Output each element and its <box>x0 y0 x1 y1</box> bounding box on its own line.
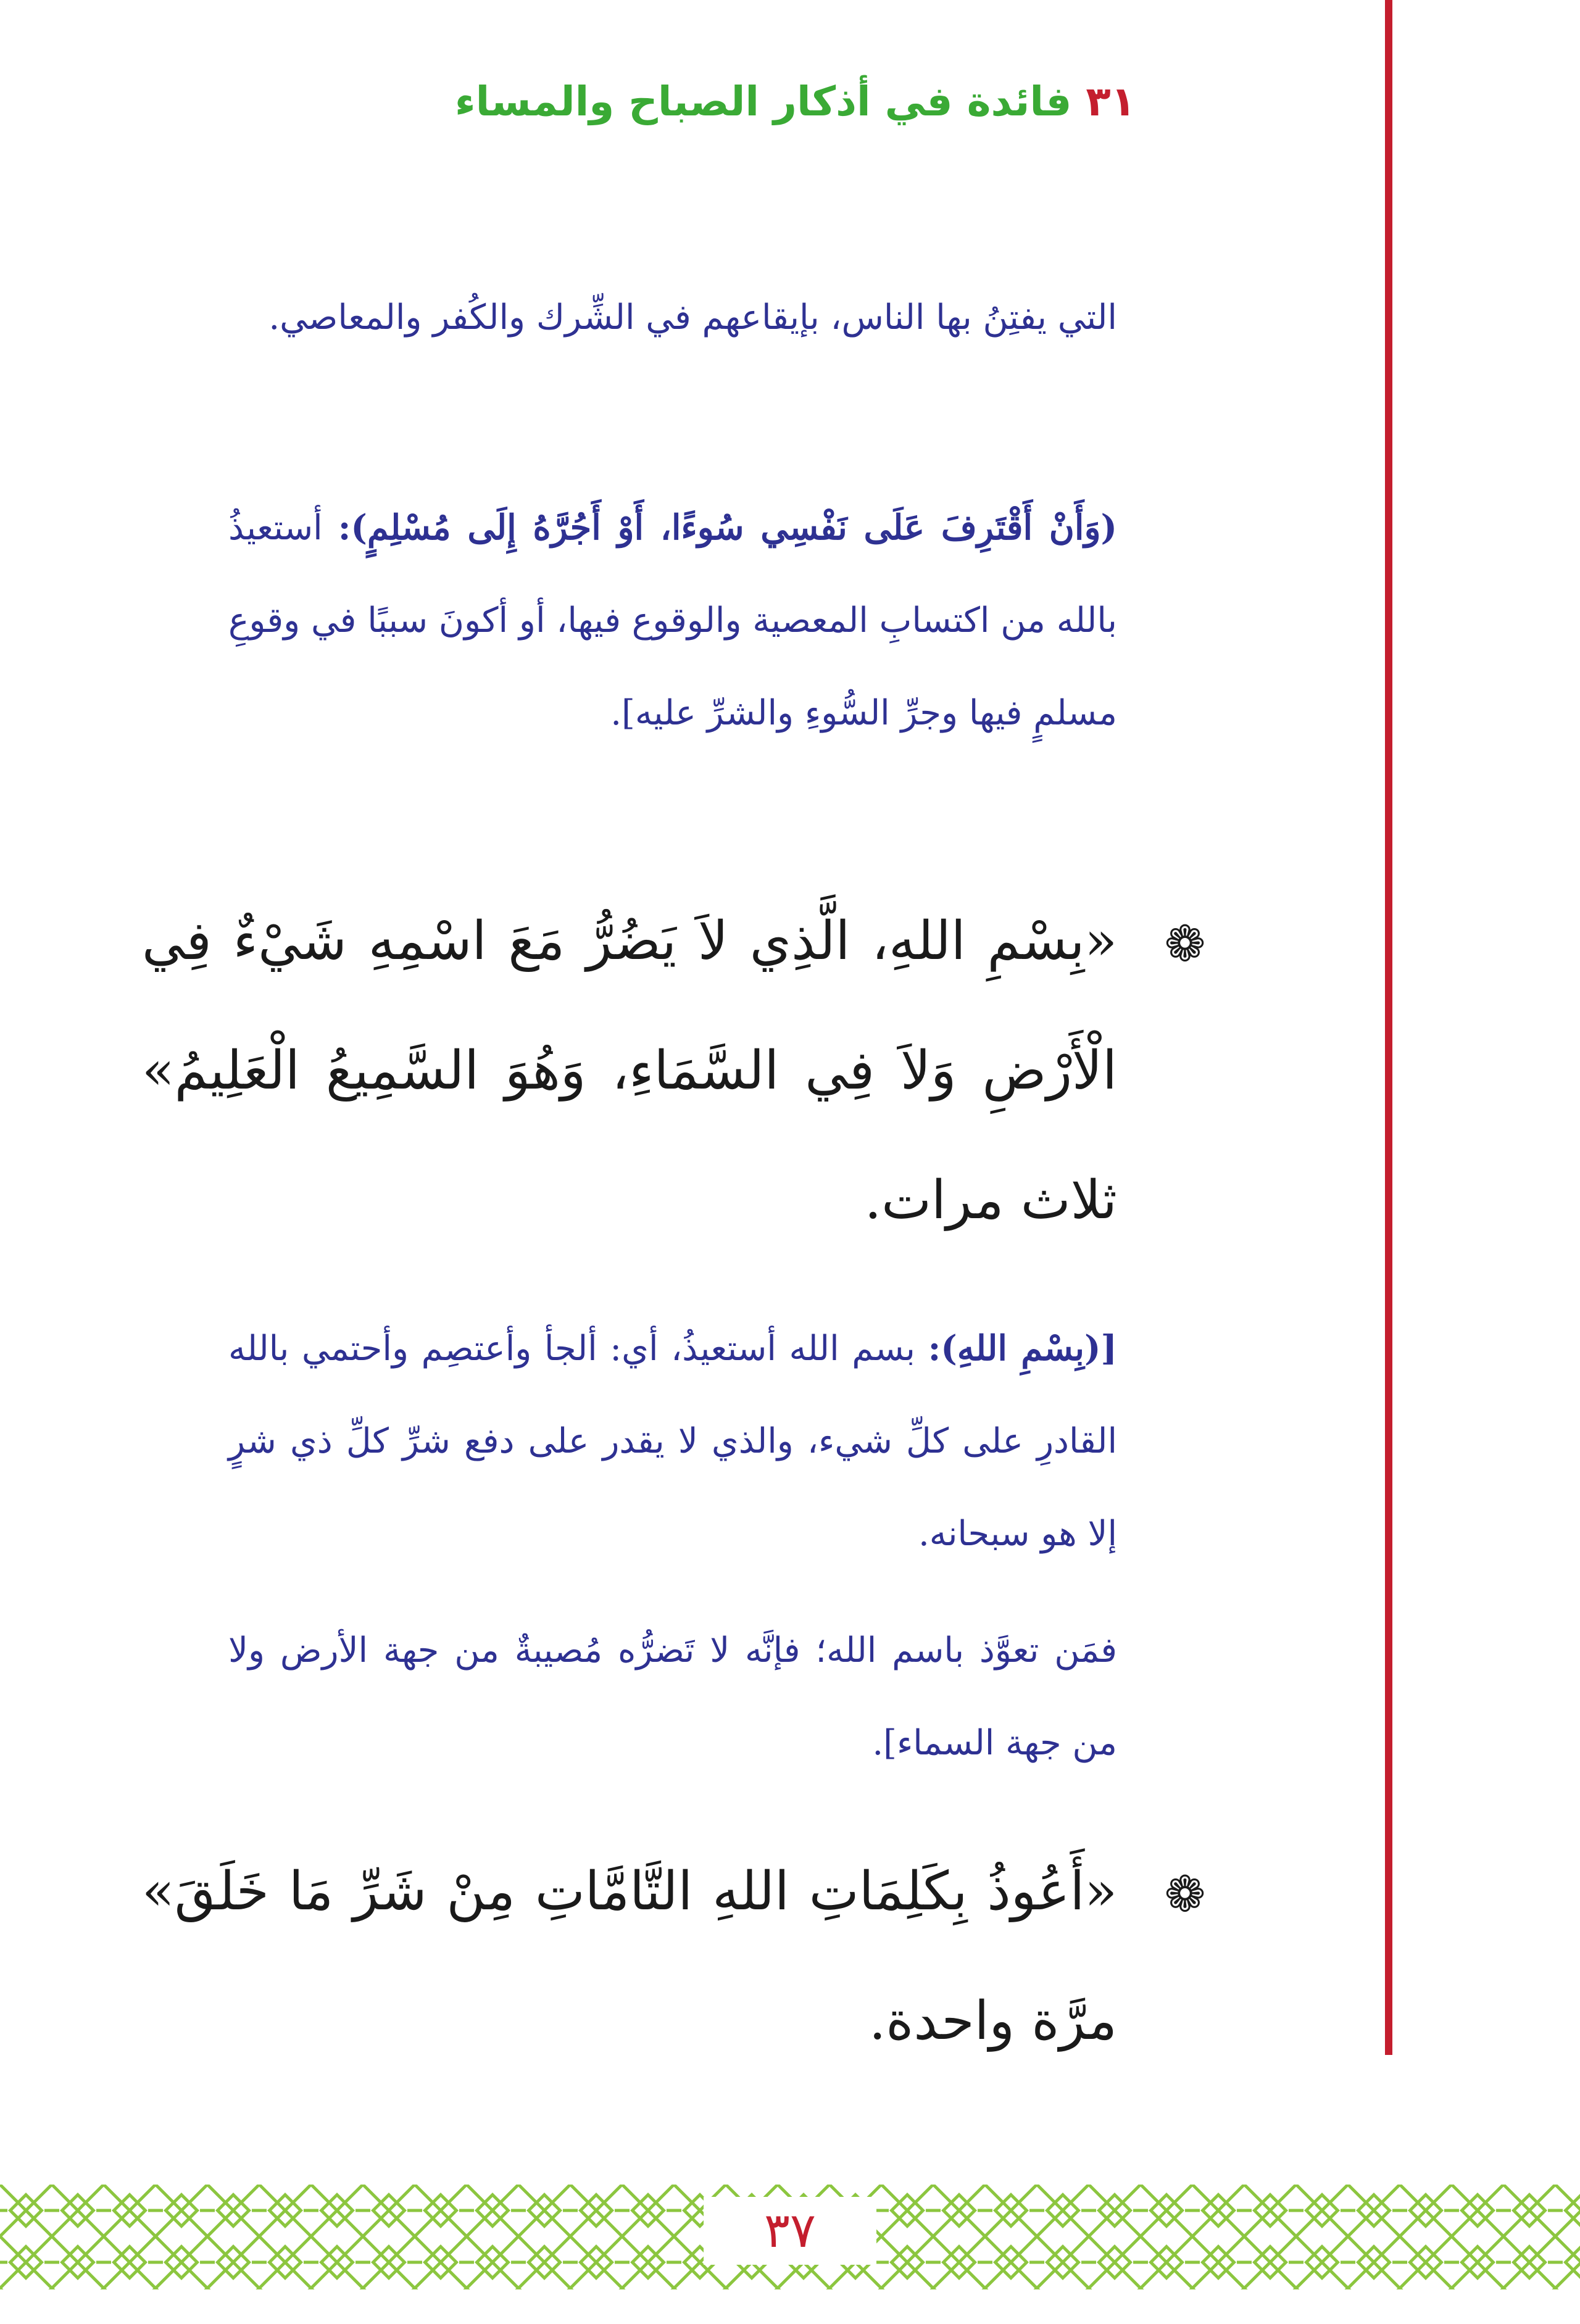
margin-rule <box>1385 0 1392 2055</box>
asterisk-flower-icon: ❁ <box>1164 915 1206 973</box>
chapter-title: فائدة في أذكار الصباح والمساء <box>454 78 1072 125</box>
commentary-text: بسم الله أستعيذُ، أي: ألجأ وأعتصِم وأحتمي بالله القادرِ على كلِّ شيء، والذي لا يقدر على دفع شرِّ كلِّ ذي شرٍ إلا هو سبحانه. <box>228 1329 1117 1554</box>
commentary-paragraph-1: التي يفتِنُ بها الناس، بإيقاعهم في الشِّرك والكُفر والمعاصي. <box>268 297 1117 338</box>
commentary-paragraph-4: فمَن تعوَّذ باسم الله؛ فإنَّه لا تَضرُّه مُصيبةٌ من جهة الأرض ولا من جهة السماء]. <box>228 1630 1117 1763</box>
chapter-header <box>455 74 1136 130</box>
commentary-text: أستعيذُ بالله من اكتسابِ المعصية والوقوع فيها، أو أكونَ سببًا في وقوعِ مسلمٍ فيها وجرِّ السُّوءِ والشرِّ عليه]. <box>228 508 1117 733</box>
commentary-paragraph-3 <box>228 1302 1117 1580</box>
quoted-phrase: [(بِسْمِ اللهِ): <box>928 1328 1117 1369</box>
quoted-phrase: (وَأَنْ أَقْتَرِفَ عَلَى نَفْسِي سُوءًا، أَوْ أَجُرَّهُ إِلَى مُسْلِمٍ): <box>338 507 1117 548</box>
dhikr-text-1: «بِسْمِ اللهِ، الَّذِي لاَ يَضُرُّ مَعَ اسْمِهِ شَيْءٌ فِي الْأَرْضِ وَلاَ فِي السَّمَاءِ، وَهُوَ السَّمِيعُ الْعَلِيمُ» ثلاث مرات. <box>142 910 1117 1231</box>
asterisk-flower-icon: ❁ <box>1164 1865 1206 1923</box>
page-number: ٣٧ <box>704 2197 876 2265</box>
chapter-number: ٣١ <box>1086 78 1136 125</box>
commentary-paragraph-2 <box>228 481 1117 760</box>
dhikr-text-2: «أَعُوذُ بِكَلِمَاتِ اللهِ التَّامَّاتِ مِنْ شَرِّ مَا خَلَقَ» مرَّة واحدة. <box>142 1861 1117 2052</box>
